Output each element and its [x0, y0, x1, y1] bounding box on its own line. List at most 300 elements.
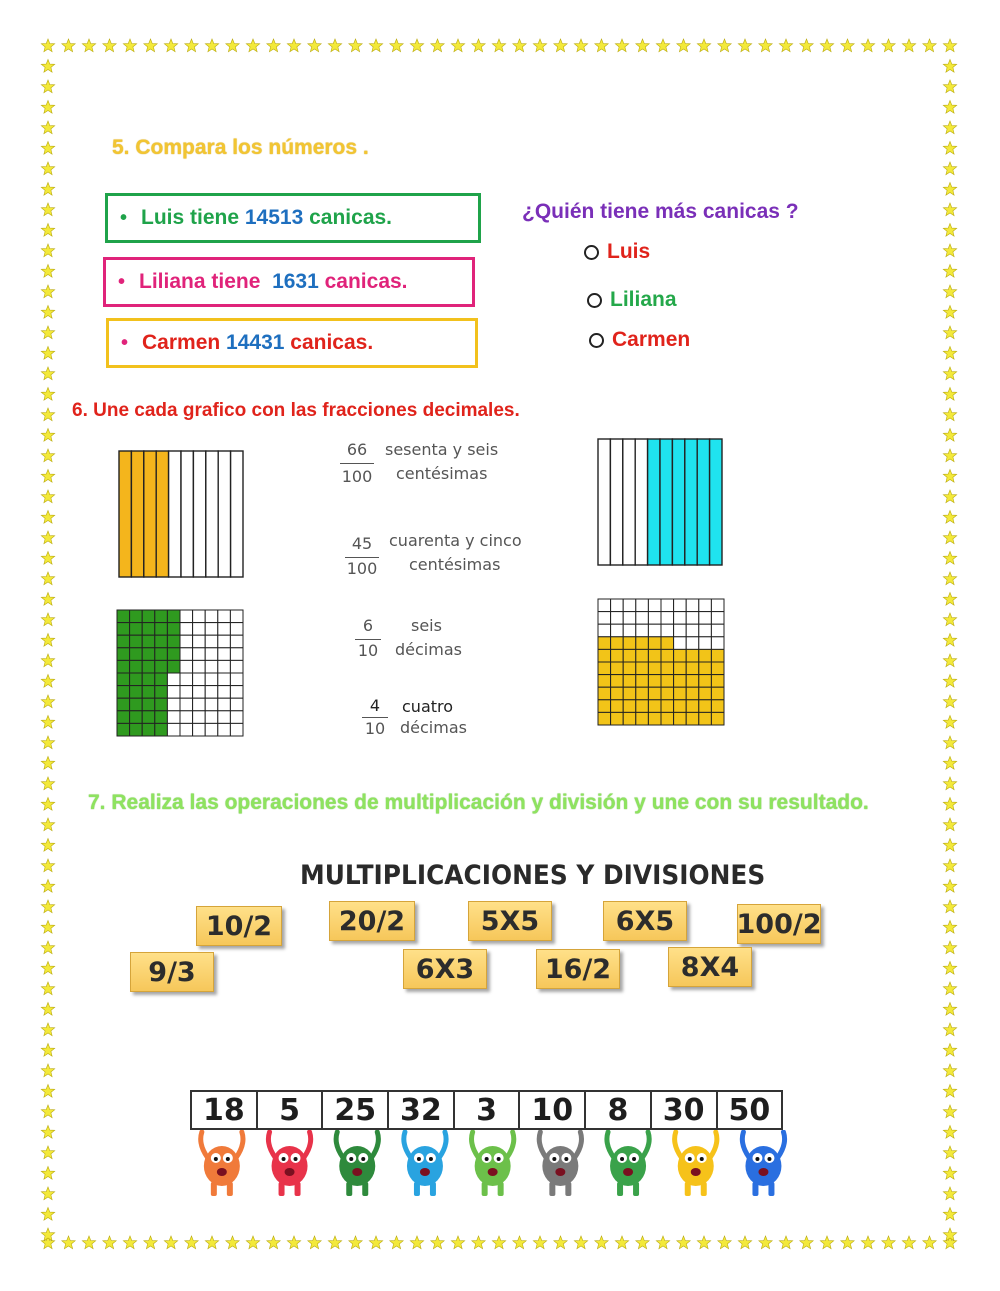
border-star-icon — [41, 183, 54, 196]
option-liliana[interactable] — [587, 288, 677, 312]
option-label: Liliana — [610, 288, 677, 311]
border-star-icon — [677, 1236, 690, 1249]
fraction-denominator: 100 — [341, 467, 373, 486]
shaded-tenth — [156, 451, 168, 577]
border-star-icon — [943, 1064, 956, 1077]
border-star-icon — [472, 1236, 485, 1249]
border-star-icon — [738, 1236, 751, 1249]
answer-row — [190, 1090, 800, 1130]
shaded-hundredth — [130, 610, 143, 623]
empty-hundredth — [623, 599, 636, 612]
border-star-icon — [41, 593, 54, 606]
hundredths-graphic-right[interactable] — [597, 598, 725, 726]
border-star-icon — [943, 224, 956, 237]
border-star-icon — [308, 39, 321, 52]
border-star-icon — [677, 39, 690, 52]
shaded-hundredth — [648, 712, 661, 725]
border-star-icon — [943, 39, 956, 52]
empty-hundredth — [686, 637, 699, 650]
border-star-icon — [41, 285, 54, 298]
radio-button[interactable] — [584, 245, 599, 260]
empty-hundredth — [686, 599, 699, 612]
monster-icon — [472, 1132, 514, 1196]
shaded-hundredth — [598, 649, 611, 662]
shaded-hundredth — [142, 723, 155, 736]
empty-hundredth — [648, 599, 661, 612]
shaded-hundredth — [611, 662, 624, 675]
border-star-icon — [800, 39, 813, 52]
shaded-hundredth — [699, 712, 712, 725]
empty-hundredth — [699, 599, 712, 612]
option-carmen[interactable] — [589, 328, 690, 352]
answer-box[interactable]: 30 — [650, 1090, 718, 1130]
empty-hundredth — [598, 612, 611, 625]
shaded-hundredth — [636, 675, 649, 688]
operation-card[interactable]: 16/2 — [536, 949, 620, 989]
border-star-icon — [943, 1023, 956, 1036]
shaded-hundredth — [636, 712, 649, 725]
border-star-icon — [820, 1236, 833, 1249]
border-star-icon — [943, 347, 956, 360]
border-star-icon — [41, 1167, 54, 1180]
empty-hundredth — [180, 698, 193, 711]
fact-number: 14513 — [244, 206, 304, 229]
border-star-icon — [82, 39, 95, 52]
shaded-hundredth — [130, 648, 143, 661]
empty-hundredth — [623, 612, 636, 625]
empty-hundredth — [180, 686, 193, 699]
bullet: • — [120, 206, 128, 229]
monster-icon — [742, 1132, 784, 1196]
border-star-icon — [841, 39, 854, 52]
question-7-title: 7. Realiza las operaciones de multiplicación y división y une con su resultado. — [88, 791, 869, 814]
border-star-icon — [615, 1236, 628, 1249]
shaded-hundredth — [674, 700, 687, 713]
border-star-icon — [943, 1146, 956, 1159]
border-star-icon — [41, 1126, 54, 1139]
empty-hundredth — [180, 610, 193, 623]
border-star-icon — [246, 1236, 259, 1249]
operation-card[interactable]: 10/2 — [196, 906, 282, 946]
border-star-icon — [349, 39, 362, 52]
border-star-icon — [41, 367, 54, 380]
empty-hundredth — [205, 635, 218, 648]
border-star-icon — [410, 1236, 423, 1249]
shaded-hundredth — [674, 662, 687, 675]
fraction-6-10[interactable] — [349, 614, 469, 664]
empty-hundredth — [180, 635, 193, 648]
border-star-icon — [41, 798, 54, 811]
tenths-graphic-left[interactable] — [118, 450, 244, 578]
empty-hundredth — [686, 612, 699, 625]
empty-hundredth — [180, 623, 193, 636]
empty-hundredth — [711, 612, 724, 625]
border-star-icon — [902, 39, 915, 52]
border-star-icon — [41, 962, 54, 975]
empty-hundredth — [180, 660, 193, 673]
empty-tenth — [623, 439, 635, 565]
shaded-hundredth — [686, 675, 699, 688]
empty-hundredth — [205, 623, 218, 636]
shaded-hundredth — [167, 610, 180, 623]
empty-hundredth — [230, 610, 243, 623]
shaded-hundredth — [117, 698, 130, 711]
empty-tenth — [181, 451, 193, 577]
empty-hundredth — [636, 624, 649, 637]
shaded-hundredth — [117, 660, 130, 673]
fraction-bar — [355, 639, 381, 640]
shaded-hundredth — [699, 662, 712, 675]
border-star-icon — [41, 818, 54, 831]
border-star-icon — [943, 490, 956, 503]
border-star-icon — [41, 326, 54, 339]
border-star-icon — [779, 39, 792, 52]
border-star-icon — [431, 1236, 444, 1249]
shaded-hundredth — [598, 637, 611, 650]
border-star-icon — [882, 39, 895, 52]
empty-hundredth — [205, 698, 218, 711]
fraction-bar — [345, 557, 379, 558]
border-star-icon — [472, 39, 485, 52]
border-star-icon — [574, 39, 587, 52]
operation-card[interactable]: 100/2 — [737, 904, 821, 944]
border-star-icon — [943, 162, 956, 175]
answer-box[interactable]: 10 — [518, 1090, 586, 1130]
fraction-words: décimas — [400, 718, 467, 737]
empty-hundredth — [623, 624, 636, 637]
operation-card[interactable]: 6X3 — [403, 949, 487, 989]
shaded-hundredth — [623, 637, 636, 650]
empty-hundredth — [218, 623, 231, 636]
shaded-hundredth — [142, 635, 155, 648]
monster-icon — [539, 1132, 581, 1196]
shaded-hundredth — [674, 712, 687, 725]
empty-hundredth — [218, 635, 231, 648]
border-star-icon — [41, 1187, 54, 1200]
shaded-hundredth — [155, 723, 168, 736]
border-star-icon — [390, 1236, 403, 1249]
empty-hundredth — [699, 637, 712, 650]
empty-hundredth — [205, 673, 218, 686]
empty-hundredth — [180, 648, 193, 661]
border-star-icon — [943, 634, 956, 647]
empty-hundredth — [180, 711, 193, 724]
border-star-icon — [943, 654, 956, 667]
fraction-words: seis — [411, 616, 442, 635]
empty-hundredth — [193, 711, 206, 724]
border-star-icon — [41, 224, 54, 237]
border-star-icon — [123, 39, 136, 52]
shaded-hundredth — [648, 687, 661, 700]
border-star-icon — [41, 1003, 54, 1016]
shaded-hundredth — [598, 712, 611, 725]
empty-hundredth — [205, 686, 218, 699]
empty-tenth — [598, 439, 610, 565]
border-star-icon — [943, 1044, 956, 1057]
shaded-hundredth — [623, 662, 636, 675]
hundredths-graphic-left[interactable] — [116, 609, 244, 737]
border-star-icon — [554, 1236, 567, 1249]
empty-hundredth — [230, 635, 243, 648]
border-star-icon — [513, 1236, 526, 1249]
shaded-hundredth — [142, 610, 155, 623]
shaded-hundredth — [674, 649, 687, 662]
empty-hundredth — [167, 686, 180, 699]
border-star-icon — [943, 1003, 956, 1016]
empty-hundredth — [230, 660, 243, 673]
border-star-icon — [943, 798, 956, 811]
border-star-icon — [943, 1105, 956, 1118]
shaded-hundredth — [611, 675, 624, 688]
empty-hundredth — [205, 711, 218, 724]
border-star-icon — [451, 1236, 464, 1249]
border-star-icon — [943, 80, 956, 93]
shaded-hundredth — [130, 698, 143, 711]
empty-hundredth — [205, 723, 218, 736]
shaded-tenth — [697, 439, 709, 565]
border-star-icon — [943, 675, 956, 688]
border-star-icon — [41, 203, 54, 216]
border-star-icon — [943, 777, 956, 790]
border-star-icon — [41, 716, 54, 729]
empty-hundredth — [167, 711, 180, 724]
fraction-words: sesenta y seis — [385, 440, 499, 459]
empty-hundredth — [598, 599, 611, 612]
empty-tenth — [206, 451, 218, 577]
shaded-tenth — [660, 439, 672, 565]
answer-box[interactable]: 5 — [256, 1090, 324, 1130]
empty-hundredth — [193, 723, 206, 736]
fact-number: 14431 — [226, 331, 285, 354]
shaded-hundredth — [661, 675, 674, 688]
border-star-icon — [164, 39, 177, 52]
border-star-icon — [41, 921, 54, 934]
border-star-icon — [779, 1236, 792, 1249]
border-star-icon — [943, 306, 956, 319]
shaded-hundredth — [117, 673, 130, 686]
fraction-denominator: 10 — [357, 641, 379, 660]
fraction-denominator: 10 — [364, 719, 386, 738]
shaded-hundredth — [623, 700, 636, 713]
border-star-icon — [41, 654, 54, 667]
border-star-icon — [205, 1236, 218, 1249]
border-star-icon — [41, 982, 54, 995]
border-star-icon — [287, 39, 300, 52]
option-luis[interactable] — [584, 240, 650, 264]
border-star-icon — [595, 39, 608, 52]
empty-hundredth — [230, 648, 243, 661]
border-star-icon — [820, 39, 833, 52]
fraction-66-100[interactable] — [338, 440, 508, 490]
border-star-icon — [902, 1236, 915, 1249]
border-star-icon — [943, 183, 956, 196]
border-star-icon — [41, 244, 54, 257]
answer-box[interactable]: 50 — [716, 1090, 784, 1130]
shaded-tenth — [648, 439, 660, 565]
border-star-icon — [595, 1236, 608, 1249]
empty-hundredth — [180, 723, 193, 736]
border-star-icon — [41, 1146, 54, 1159]
empty-tenth — [635, 439, 647, 565]
shaded-hundredth — [661, 700, 674, 713]
multiplications-divisions-banner: MULTIPLICACIONES Y DIVISIONES — [300, 860, 766, 891]
operation-card[interactable]: 5X5 — [468, 901, 552, 941]
border-star-icon — [41, 859, 54, 872]
shaded-hundredth — [155, 610, 168, 623]
border-star-icon — [410, 39, 423, 52]
empty-hundredth — [674, 599, 687, 612]
border-star-icon — [41, 839, 54, 852]
border-star-icon — [943, 285, 956, 298]
fraction-numerator: 66 — [346, 440, 368, 459]
empty-hundredth — [218, 673, 231, 686]
shaded-hundredth — [674, 675, 687, 688]
empty-hundredth — [686, 624, 699, 637]
fraction-numerator: 45 — [351, 534, 373, 553]
shaded-hundredth — [686, 712, 699, 725]
shaded-hundredth — [661, 662, 674, 675]
empty-hundredth — [193, 673, 206, 686]
fraction-4-10[interactable] — [356, 696, 476, 746]
question-5-title: 5. Compara los números . — [112, 136, 369, 159]
border-star-icon — [308, 1236, 321, 1249]
border-star-icon — [390, 39, 403, 52]
border-star-icon — [943, 244, 956, 257]
shaded-hundredth — [155, 635, 168, 648]
border-star-icon — [328, 39, 341, 52]
tenths-graphic-right[interactable] — [597, 438, 723, 566]
shaded-hundredth — [598, 700, 611, 713]
shaded-hundredth — [117, 686, 130, 699]
shaded-hundredth — [661, 687, 674, 700]
border-star-icon — [697, 39, 710, 52]
border-star-icon — [41, 1085, 54, 1098]
operation-card[interactable]: 6X5 — [603, 901, 687, 941]
border-star-icon — [943, 900, 956, 913]
empty-hundredth — [193, 686, 206, 699]
empty-hundredth — [711, 637, 724, 650]
shaded-hundredth — [130, 723, 143, 736]
border-star-icon — [861, 1236, 874, 1249]
border-star-icon — [943, 818, 956, 831]
monster-icon — [404, 1132, 446, 1196]
empty-hundredth — [167, 673, 180, 686]
border-star-icon — [41, 408, 54, 421]
fraction-45-100[interactable] — [343, 530, 533, 580]
border-star-icon — [943, 859, 956, 872]
border-star-icon — [759, 1236, 772, 1249]
fact-text: Liliana tiene — [139, 270, 273, 293]
empty-hundredth — [193, 698, 206, 711]
border-star-icon — [718, 1236, 731, 1249]
shaded-hundredth — [130, 623, 143, 636]
answer-box[interactable]: 32 — [387, 1090, 455, 1130]
border-star-icon — [62, 39, 75, 52]
empty-hundredth — [230, 698, 243, 711]
empty-hundredth — [611, 612, 624, 625]
empty-hundredth — [205, 660, 218, 673]
border-star-icon — [943, 531, 956, 544]
radio-button[interactable] — [589, 333, 604, 348]
empty-hundredth — [230, 686, 243, 699]
border-star-icon — [185, 39, 198, 52]
answer-box[interactable]: 8 — [584, 1090, 652, 1130]
border-star-icon — [943, 142, 956, 155]
border-star-icon — [554, 39, 567, 52]
shaded-hundredth — [130, 686, 143, 699]
border-star-icon — [41, 1105, 54, 1118]
shaded-hundredth — [611, 700, 624, 713]
shaded-hundredth — [117, 711, 130, 724]
shaded-hundredth — [711, 649, 724, 662]
border-star-icon — [41, 429, 54, 442]
border-star-icon — [41, 39, 54, 52]
answer-box[interactable]: 18 — [190, 1090, 258, 1130]
empty-hundredth — [167, 723, 180, 736]
border-star-icon — [41, 142, 54, 155]
radio-button[interactable] — [587, 293, 602, 308]
border-star-icon — [41, 511, 54, 524]
empty-hundredth — [218, 723, 231, 736]
answer-box[interactable]: 3 — [453, 1090, 521, 1130]
shaded-tenth — [144, 451, 156, 577]
empty-hundredth — [193, 610, 206, 623]
border-star-icon — [759, 39, 772, 52]
border-star-icon — [943, 429, 956, 442]
border-star-icon — [943, 101, 956, 114]
border-star-icon — [943, 511, 956, 524]
fact-box-liliana — [103, 257, 475, 307]
border-star-icon — [41, 900, 54, 913]
option-label: Luis — [607, 240, 651, 263]
shaded-hundredth — [611, 637, 624, 650]
empty-hundredth — [218, 698, 231, 711]
border-star-icon — [636, 39, 649, 52]
shaded-hundredth — [648, 662, 661, 675]
border-star-icon — [943, 203, 956, 216]
shaded-hundredth — [636, 649, 649, 662]
monster-icon — [336, 1132, 378, 1196]
shaded-hundredth — [155, 623, 168, 636]
border-star-icon — [62, 1236, 75, 1249]
empty-hundredth — [661, 599, 674, 612]
shaded-hundredth — [598, 687, 611, 700]
border-star-icon — [574, 1236, 587, 1249]
border-star-icon — [533, 39, 546, 52]
border-star-icon — [164, 1236, 177, 1249]
border-star-icon — [41, 60, 54, 73]
shaded-tenth — [131, 451, 143, 577]
operation-card[interactable]: 20/2 — [329, 901, 415, 941]
border-star-icon — [41, 101, 54, 114]
border-star-icon — [943, 470, 956, 483]
bullet: • — [118, 270, 126, 293]
border-star-icon — [41, 121, 54, 134]
border-star-icon — [41, 80, 54, 93]
border-star-icon — [267, 1236, 280, 1249]
border-star-icon — [697, 1236, 710, 1249]
border-star-icon — [226, 39, 239, 52]
operation-card[interactable]: 9/3 — [130, 952, 214, 992]
fact-text: canicas. — [318, 270, 408, 293]
shaded-hundredth — [699, 649, 712, 662]
shaded-hundredth — [155, 648, 168, 661]
answer-box[interactable]: 25 — [321, 1090, 389, 1130]
border-star-icon — [882, 1236, 895, 1249]
operation-card[interactable]: 8X4 — [668, 947, 752, 987]
shaded-hundredth — [130, 660, 143, 673]
shaded-hundredth — [117, 648, 130, 661]
